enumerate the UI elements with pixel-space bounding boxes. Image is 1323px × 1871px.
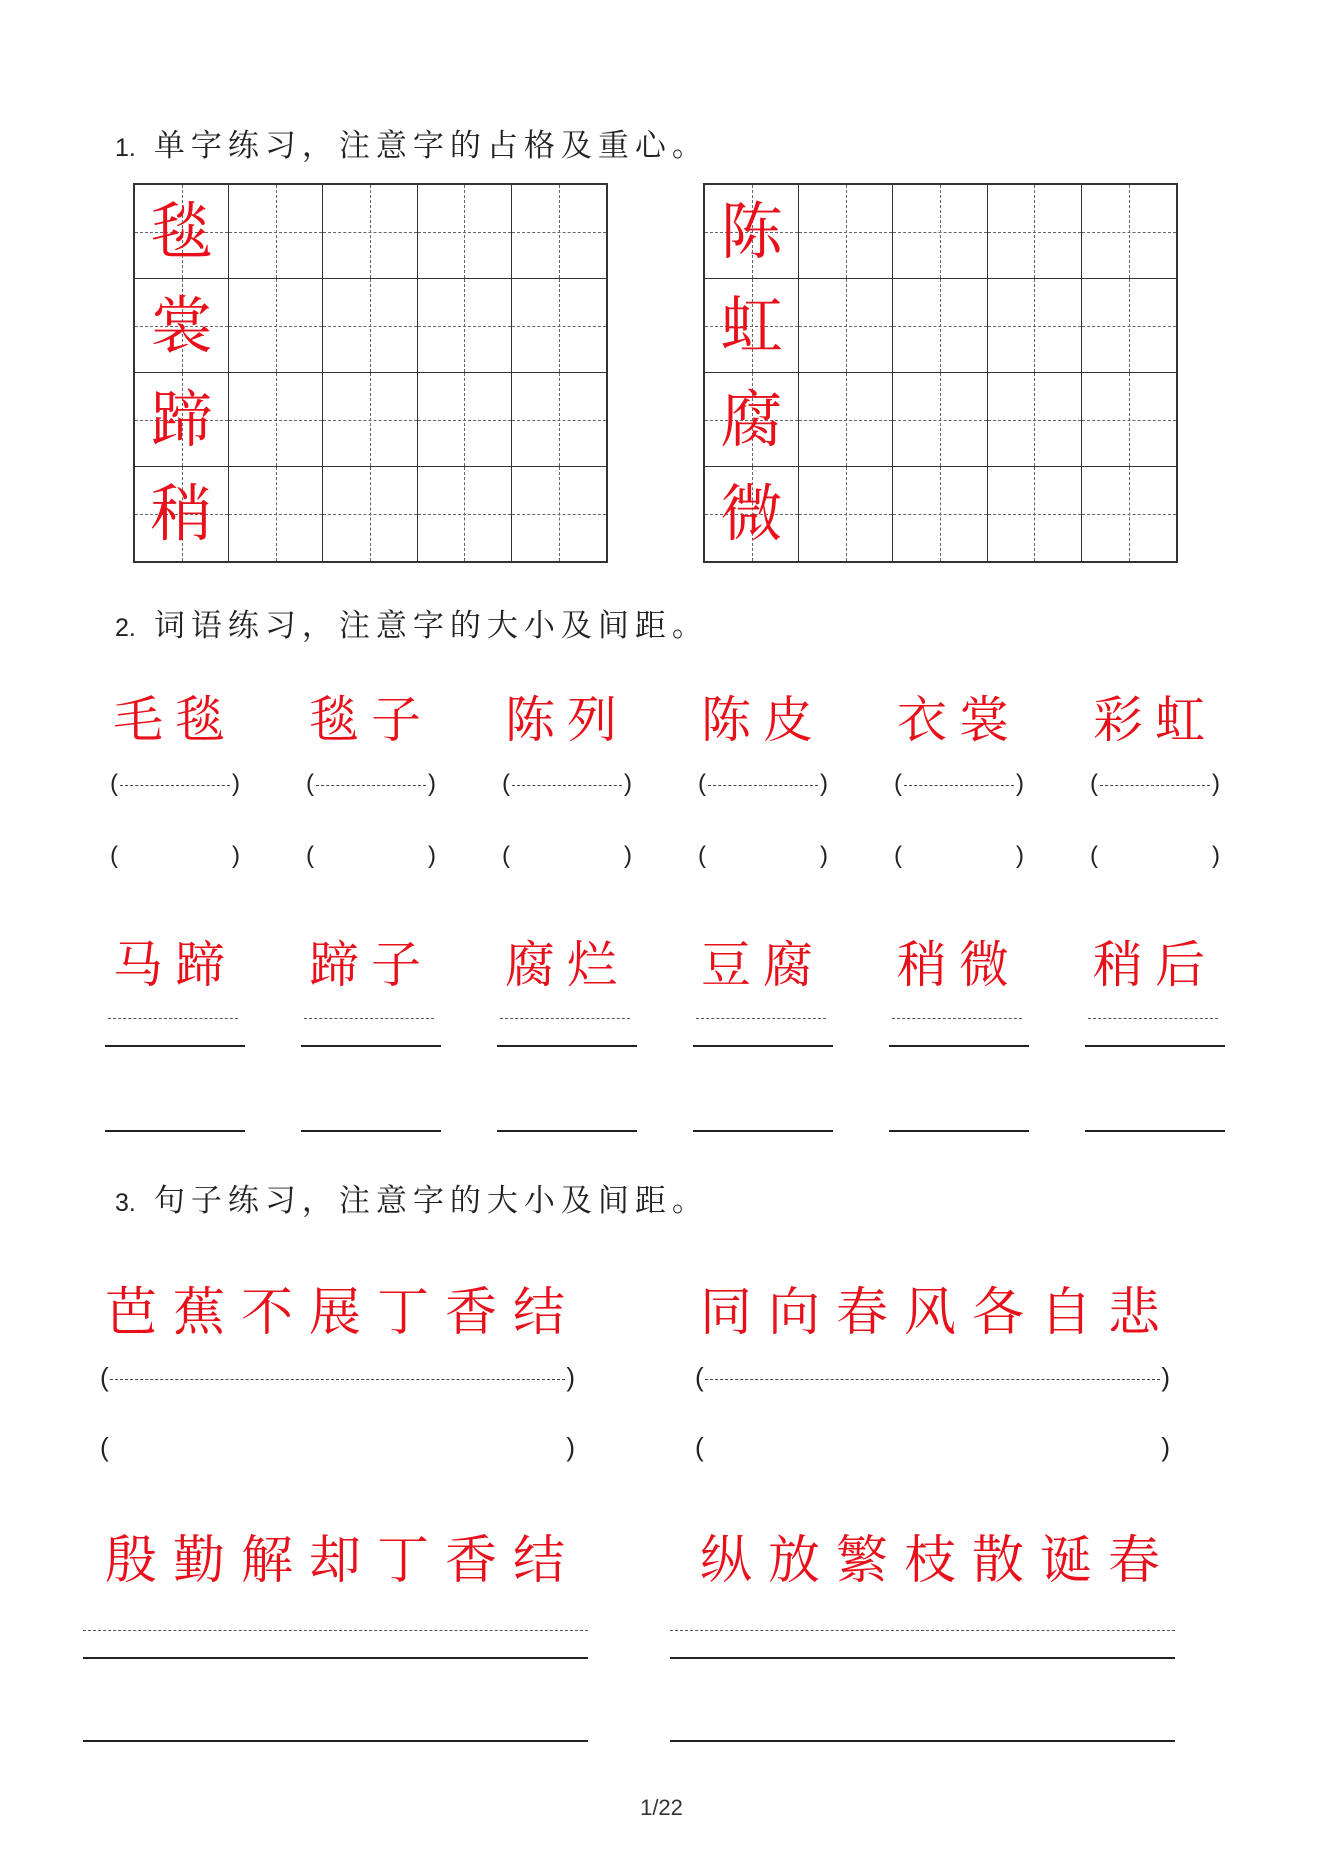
- left-grid-cell[interactable]: [512, 373, 606, 467]
- word-paren-blank[interactable]: [894, 842, 1024, 872]
- dotted-guide: [904, 785, 1014, 786]
- section1-title: 单字练习，注意字的占格及重心。: [153, 128, 709, 164]
- word-dashed-guide: [500, 1018, 630, 1019]
- section3-number: 3.: [115, 1189, 136, 1217]
- left-grid-cell[interactable]: [323, 373, 417, 467]
- word-row2-item: 稍微: [897, 936, 1021, 994]
- open-paren: (: [698, 842, 706, 869]
- word-row2-item: 稍后: [1093, 936, 1217, 994]
- word-dashed-guide: [108, 1018, 238, 1019]
- section1-heading: [115, 120, 709, 165]
- word-writing-line-2[interactable]: [105, 1130, 245, 1132]
- word-row1-item: 毯子: [309, 691, 433, 749]
- open-paren: (: [894, 770, 902, 797]
- dotted-guide: [512, 785, 622, 786]
- close-paren: ): [566, 1362, 575, 1392]
- word-dashed-guide: [892, 1018, 1022, 1019]
- word-paren-blank[interactable]: [110, 842, 240, 872]
- right-grid-cell[interactable]: [988, 373, 1082, 467]
- left-grid-model-char: 稍: [150, 477, 213, 550]
- sentence-line2-left: 殷勤解却丁香结: [105, 1531, 582, 1591]
- close-paren: ): [1161, 1432, 1170, 1462]
- word-writing-line[interactable]: [105, 1045, 245, 1047]
- word-writing-line[interactable]: [497, 1045, 637, 1047]
- open-paren: (: [695, 1362, 704, 1392]
- word-row2-item: 马蹄: [113, 936, 237, 994]
- word-dashed-guide: [696, 1018, 826, 1019]
- word-row2-item: 腐烂: [505, 936, 629, 994]
- word-paren-blank[interactable]: [1090, 842, 1220, 872]
- dotted-guide: [708, 785, 818, 786]
- dotted-guide: [1100, 785, 1210, 786]
- word-row1-item: 陈皮: [701, 691, 825, 749]
- right-grid-cell[interactable]: [1082, 185, 1176, 279]
- sentence-writing-line-right[interactable]: [670, 1657, 1175, 1659]
- word-writing-line-2[interactable]: [693, 1130, 833, 1132]
- left-grid-cell[interactable]: [229, 279, 323, 373]
- open-paren: (: [894, 842, 902, 869]
- right-grid-model-char: 陈: [720, 194, 783, 268]
- close-paren: ): [1016, 842, 1024, 869]
- word-row2-item: 豆腐: [701, 936, 825, 994]
- sentence-paren-blank-left[interactable]: [100, 1432, 575, 1464]
- word-writing-line[interactable]: [889, 1045, 1029, 1047]
- word-writing-line-2[interactable]: [301, 1130, 441, 1132]
- left-grid-cell: [135, 279, 229, 373]
- right-grid-cell: [705, 185, 799, 279]
- page-number: 1/22: [640, 1795, 683, 1820]
- close-paren: ): [1212, 770, 1220, 797]
- open-paren: (: [1090, 770, 1098, 797]
- right-grid-model-char: 虹: [720, 288, 783, 362]
- left-grid-cell[interactable]: [229, 185, 323, 279]
- left-grid-cell[interactable]: [418, 373, 512, 467]
- word-paren-dotted[interactable]: [698, 770, 828, 800]
- close-paren: ): [1016, 770, 1024, 797]
- sentence-paren-dotted-left: [100, 1362, 575, 1394]
- left-grid-model-char: 蹄: [150, 382, 213, 456]
- sentence-dashed-guide-left: [83, 1630, 588, 1631]
- section1-number: 1.: [115, 134, 136, 162]
- sentence-paren-dotted-right: [695, 1362, 1170, 1394]
- close-paren: ): [428, 842, 436, 869]
- close-paren: ): [1212, 842, 1220, 869]
- close-paren: ): [820, 842, 828, 869]
- word-dashed-guide: [304, 1018, 434, 1019]
- word-dashed-guide: [1088, 1018, 1218, 1019]
- left-grid-model-char: 毯: [150, 194, 213, 268]
- dotted-guide: [316, 785, 426, 786]
- right-grid-cell[interactable]: [893, 373, 987, 467]
- word-paren-blank[interactable]: [502, 842, 632, 872]
- left-grid-cell[interactable]: [512, 279, 606, 373]
- right-grid-cell[interactable]: [988, 467, 1082, 561]
- open-paren: (: [100, 1432, 109, 1462]
- left-grid-model-char: 裳: [150, 288, 213, 362]
- right-grid-model-char: 腐: [720, 382, 783, 456]
- word-paren-dotted[interactable]: [894, 770, 1024, 800]
- dotted-guide: [120, 785, 230, 786]
- section3-title: 句子练习，注意字的大小及间距。: [153, 1183, 709, 1219]
- word-row1-item: 衣裳: [897, 691, 1021, 749]
- dotted-guide: [705, 1379, 1160, 1380]
- close-paren: ): [1161, 1362, 1170, 1392]
- open-paren: (: [698, 770, 706, 797]
- close-paren: ): [428, 770, 436, 797]
- sentence-line1-right: 同向春风各自悲: [700, 1283, 1177, 1343]
- right-grid-cell[interactable]: [1082, 373, 1176, 467]
- left-grid-cell[interactable]: [323, 467, 417, 561]
- word-paren-blank[interactable]: [306, 842, 436, 872]
- right-grid-cell[interactable]: [799, 279, 893, 373]
- right-grid-cell: [705, 467, 799, 561]
- left-grid-cell[interactable]: [418, 467, 512, 561]
- word-row1-item: 毛毯: [113, 691, 237, 749]
- open-paren: (: [110, 842, 118, 869]
- word-writing-line[interactable]: [301, 1045, 441, 1047]
- left-grid-cell[interactable]: [323, 279, 417, 373]
- sentence-writing-line-left[interactable]: [83, 1657, 588, 1659]
- sentence-line1-left: 芭蕉不展丁香结: [105, 1283, 582, 1343]
- word-writing-line[interactable]: [1085, 1045, 1225, 1047]
- right-grid-cell[interactable]: [1082, 279, 1176, 373]
- left-grid-cell: [135, 373, 229, 467]
- open-paren: (: [695, 1432, 704, 1462]
- word-row2-item: 蹄子: [309, 936, 433, 994]
- left-grid-cell[interactable]: [418, 185, 512, 279]
- word-row1-item: 彩虹: [1093, 691, 1217, 749]
- sentence-writing-line-left-2[interactable]: [83, 1740, 588, 1742]
- word-paren-dotted[interactable]: [502, 770, 632, 800]
- close-paren: ): [820, 770, 828, 797]
- left-grid-cell[interactable]: [323, 185, 417, 279]
- close-paren: ): [232, 842, 240, 869]
- right-grid-cell[interactable]: [893, 185, 987, 279]
- left-grid-cell[interactable]: [512, 467, 606, 561]
- left-grid-cell[interactable]: [229, 373, 323, 467]
- right-grid-cell[interactable]: [1082, 467, 1176, 561]
- close-paren: ): [566, 1432, 575, 1462]
- open-paren: (: [1090, 842, 1098, 869]
- left-grid-cell[interactable]: [512, 185, 606, 279]
- open-paren: (: [110, 770, 118, 797]
- word-writing-line[interactable]: [693, 1045, 833, 1047]
- right-grid-cell[interactable]: [893, 279, 987, 373]
- word-paren-dotted[interactable]: [1090, 770, 1220, 800]
- word-row1-item: 陈列: [505, 691, 629, 749]
- sentence-paren-blank-right[interactable]: [695, 1432, 1170, 1464]
- section2-heading: [115, 600, 709, 645]
- open-paren: (: [306, 842, 314, 869]
- sentence-dashed-guide-right: [670, 1630, 1175, 1631]
- word-writing-line-2[interactable]: [497, 1130, 637, 1132]
- dotted-guide: [110, 1379, 565, 1380]
- left-grid-cell: [135, 185, 229, 279]
- section2-title: 词语练习，注意字的大小及间距。: [153, 608, 709, 644]
- right-practice-grid: [703, 183, 1178, 563]
- close-paren: ): [624, 770, 632, 797]
- right-grid-cell[interactable]: [799, 467, 893, 561]
- right-grid-cell[interactable]: [988, 185, 1082, 279]
- open-paren: (: [100, 1362, 109, 1392]
- right-grid-model-char: 微: [720, 477, 783, 550]
- word-paren-blank[interactable]: [698, 842, 828, 872]
- section2-number: 2.: [115, 614, 136, 642]
- right-grid-cell[interactable]: [988, 279, 1082, 373]
- close-paren: ): [624, 842, 632, 869]
- word-writing-line-2[interactable]: [889, 1130, 1029, 1132]
- sentence-writing-line-right-2[interactable]: [670, 1740, 1175, 1742]
- left-grid-cell[interactable]: [229, 467, 323, 561]
- word-paren-dotted[interactable]: [110, 770, 240, 800]
- open-paren: (: [502, 842, 510, 869]
- open-paren: (: [502, 770, 510, 797]
- right-grid-cell[interactable]: [893, 467, 987, 561]
- open-paren: (: [306, 770, 314, 797]
- sentence-line2-right: 纵放繁枝散诞春: [700, 1531, 1177, 1591]
- left-grid-cell[interactable]: [418, 279, 512, 373]
- word-paren-dotted[interactable]: [306, 770, 436, 800]
- right-grid-cell: [705, 279, 799, 373]
- right-grid-cell[interactable]: [799, 185, 893, 279]
- left-practice-grid: [133, 183, 608, 563]
- word-writing-line-2[interactable]: [1085, 1130, 1225, 1132]
- right-grid-cell: [705, 373, 799, 467]
- right-grid-cell[interactable]: [799, 373, 893, 467]
- section3-heading: [115, 1175, 709, 1220]
- left-grid-cell: [135, 467, 229, 561]
- close-paren: ): [232, 770, 240, 797]
